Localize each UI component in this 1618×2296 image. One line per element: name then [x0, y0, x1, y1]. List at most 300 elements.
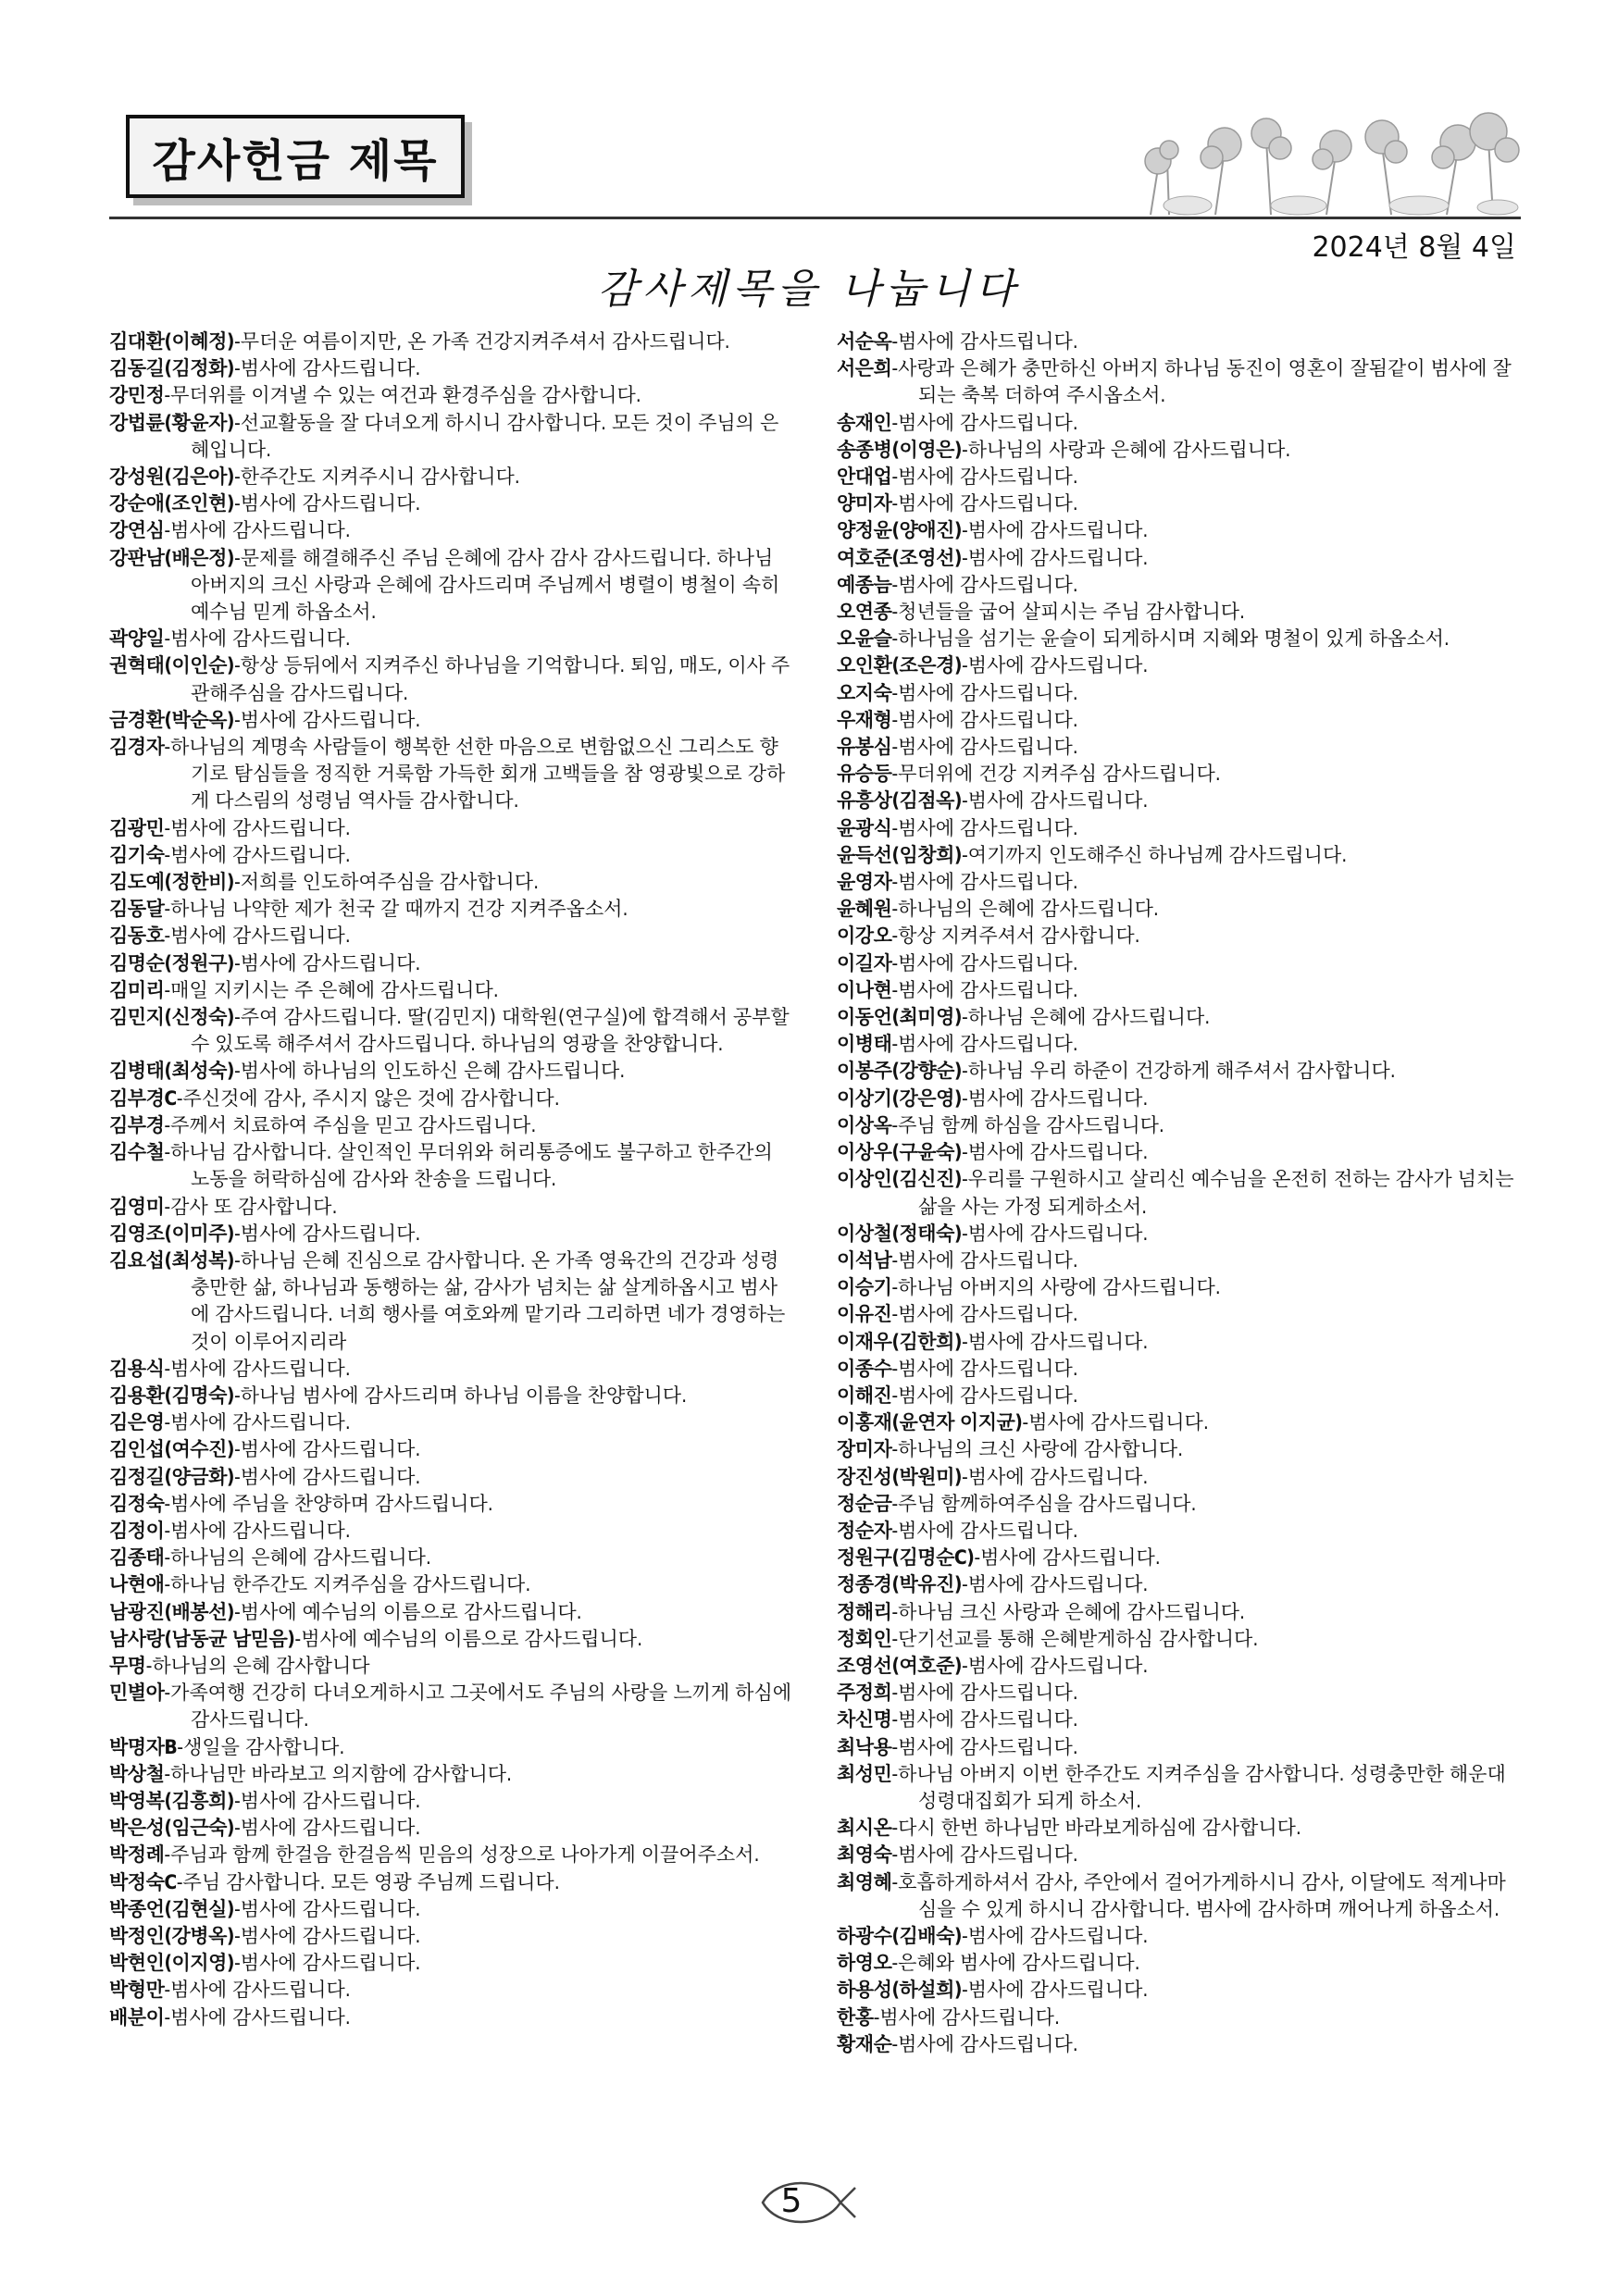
thanks-text: -무더위에 건강 지켜주심 감사드립니다.: [891, 763, 1221, 786]
thanks-text: -은혜와 범사에 감사드립니다.: [891, 1952, 1140, 1975]
donor-name: 김기숙: [109, 843, 165, 866]
donor-name: 무명: [109, 1654, 146, 1677]
donor-name: 양정윤(양애진): [837, 519, 962, 542]
thanks-entry: [837, 329, 1518, 355]
thanks-entry: [837, 1706, 1518, 1733]
thanks-text: -범사에 감사드립니다.: [961, 1222, 1149, 1245]
thanks-text: -여기까지 인도해주신 하나님께 감사드립니다.: [961, 843, 1348, 866]
thanks-text: -범사에 감사드립니다.: [164, 843, 351, 866]
donor-name: 이유진: [837, 1303, 892, 1326]
donor-name: 박상철: [109, 1762, 165, 1785]
thanks-text: -범사에 감사드립니다.: [891, 1708, 1078, 1731]
thanks-text: -범사에 감사드립니다.: [233, 1789, 421, 1812]
thanks-text: -하나님의 크신 사랑에 감사합니다.: [891, 1438, 1184, 1461]
thanks-entry: [837, 1571, 1518, 1598]
thanks-entry: [109, 329, 794, 355]
thanks-entry: [837, 1842, 1518, 1868]
thanks-entry: [837, 1221, 1518, 1247]
donor-name: 송재인: [837, 411, 892, 434]
thanks-entry: [837, 2031, 1518, 2058]
thanks-entry: [837, 572, 1518, 599]
thanks-entry: [837, 842, 1518, 869]
thanks-entry: [837, 1166, 1518, 1220]
donor-name: 김용식: [109, 1357, 165, 1380]
thanks-entry: [109, 1923, 794, 1950]
thanks-text: -하나님의 은혜에 감사드립니다.: [164, 1546, 431, 1570]
thanks-text: -범사에 감사드립니다.: [164, 816, 351, 839]
thanks-entry: [109, 1221, 794, 1247]
donor-name: 김영미: [109, 1195, 165, 1218]
donor-name: 이길자: [837, 951, 892, 974]
thanks-text: -주신것에 감사, 주시지 않은 것에 감사합니다.: [176, 1086, 560, 1110]
thanks-text: -청년들을 굽어 살피시는 주님 감사합니다.: [891, 601, 1246, 624]
thanks-text: -범사에 감사드립니다.: [891, 1033, 1078, 1056]
thanks-text: -범사에 감사드립니다.: [164, 1519, 351, 1542]
donor-name: 박정인(강병옥): [109, 1924, 234, 1947]
thanks-entry: [837, 1626, 1518, 1653]
flower-illustration: [1114, 104, 1521, 217]
thanks-entry: [837, 1815, 1518, 1842]
donor-name: 김도예(정한비): [109, 871, 234, 894]
donor-name: 김인섭(여수진): [109, 1438, 234, 1461]
donor-name: 박형만: [109, 1979, 165, 2002]
donor-name: 김병태(최성숙): [109, 1060, 234, 1083]
donor-name: 김동달: [109, 898, 165, 921]
thanks-entry: [837, 1599, 1518, 1626]
thanks-text: -범사에 감사드립니다.: [891, 1519, 1078, 1542]
thanks-entry: [837, 1356, 1518, 1383]
donor-name: 정순금: [837, 1492, 892, 1515]
thanks-text: -저희를 인도하여주심을 감사합니다.: [233, 871, 540, 894]
thanks-entry: [837, 1031, 1518, 1058]
donor-name: 오인환(조은경): [837, 654, 962, 677]
donor-name: 최영숙: [837, 1843, 892, 1867]
donor-name: 이나현: [837, 978, 892, 1001]
thanks-text: -무더위를 이겨낼 수 있는 여건과 환경주심을 감사합니다.: [164, 384, 641, 407]
thanks-entry: [109, 652, 794, 706]
donor-name: 유흥상(김점옥): [837, 789, 962, 813]
thanks-text: -범사에 예수님의 이름으로 감사드립니다.: [233, 1600, 582, 1623]
thanks-entry: [109, 490, 794, 517]
thanks-entry: [109, 1247, 794, 1356]
donor-name: 예종늠: [837, 573, 892, 596]
thanks-entry: [837, 1086, 1518, 1112]
thanks-entry: [109, 1436, 794, 1463]
donor-name: 이승기: [837, 1276, 892, 1299]
thanks-text: -범사에 감사드립니다.: [1022, 1411, 1209, 1434]
thanks-entry: [837, 545, 1518, 572]
thanks-text: -하나님의 은혜에 감사드립니다.: [891, 898, 1159, 921]
thanks-entry: [837, 977, 1518, 1004]
donor-name: 이상철(정태숙): [837, 1222, 962, 1245]
thanks-entry: [837, 1464, 1518, 1491]
thanks-text: -범사에 감사드립니다.: [233, 1465, 421, 1488]
thanks-entry: [109, 410, 794, 464]
thanks-entry: [109, 1896, 794, 1923]
donor-name: 강성원(김은아): [109, 465, 234, 489]
thanks-entry: [109, 977, 794, 1004]
donor-name: 양미자: [837, 492, 892, 515]
donor-name: 장진성(박원미): [837, 1465, 962, 1488]
donor-name: 이석남: [837, 1248, 892, 1272]
donor-name: 이상기(강은영): [837, 1086, 962, 1110]
donor-name: 김정이: [109, 1519, 165, 1542]
thanks-entry: [837, 1112, 1518, 1139]
donor-name: 오지숙: [837, 681, 892, 704]
donor-name: 김정숙: [109, 1492, 165, 1515]
thanks-entry: [837, 599, 1518, 626]
donor-name: 안대업: [837, 465, 892, 489]
donor-name: 이상옥: [837, 1113, 892, 1136]
thanks-entry: [837, 1491, 1518, 1518]
donor-name: 나현애: [109, 1573, 165, 1596]
thanks-text: -하나님 크신 사랑과 은혜에 감사드립니다.: [891, 1600, 1246, 1623]
thanks-text: -범사에 감사드립니다.: [164, 1411, 351, 1434]
thanks-text: -범사에 감사드립니다.: [233, 1924, 421, 1947]
thanks-text: -범사에 하나님의 인도하신 은혜 감사드립니다.: [233, 1060, 626, 1083]
thanks-text: -범사에 감사드립니다.: [961, 789, 1149, 813]
thanks-text: -범사에 감사드립니다.: [873, 2005, 1060, 2029]
thanks-entry: [837, 1301, 1518, 1328]
donor-name: 곽양일: [109, 627, 165, 651]
thanks-entry: [109, 626, 794, 652]
thanks-text: -가족여행 건강히 다녀오게하시고 그곳에서도 주님의 사랑을 느끼게 하심에 감사드립니다.: [164, 1682, 792, 1731]
donor-name: 김은영: [109, 1411, 165, 1434]
thanks-entry: [109, 1599, 794, 1626]
thanks-text: -범사에 감사드립니다.: [961, 1465, 1149, 1488]
thanks-entry: [109, 923, 794, 949]
thanks-text: -하나님 나약한 제가 천국 갈 때까지 건강 지켜주옵소서.: [164, 898, 629, 921]
thanks-entry: [837, 1383, 1518, 1409]
header-divider: [109, 217, 1521, 219]
donor-name: 최시온: [837, 1817, 892, 1840]
thanks-text: -한주간도 지켜주시니 감사합니다.: [233, 465, 520, 489]
thanks-entry: [837, 1518, 1518, 1545]
donor-name: 박명자B: [109, 1735, 178, 1758]
thanks-entry: [837, 1004, 1518, 1031]
thanks-entry: [837, 1058, 1518, 1085]
thanks-text: -범사에 감사드립니다.: [891, 871, 1078, 894]
thanks-entry: [837, 788, 1518, 814]
donor-name: 차신명: [837, 1708, 892, 1731]
thanks-entry: [837, 815, 1518, 842]
thanks-entry: [837, 950, 1518, 977]
thanks-text: -주께서 치료하여 주심을 믿고 감사드립니다.: [164, 1113, 537, 1136]
thanks-entry: [837, 1950, 1518, 1977]
thanks-entry: [109, 382, 794, 409]
section-title: 감사헌금 제목: [126, 115, 465, 198]
right-column: [837, 329, 1518, 2058]
thanks-entry: [109, 1383, 794, 1409]
thanks-entry: [837, 1329, 1518, 1356]
thanks-entry: [837, 1436, 1518, 1463]
donor-name: 김대환(이혜정): [109, 330, 234, 353]
thanks-text: -하나님의 은혜 감사합니다: [145, 1654, 370, 1677]
donor-name: 주정희: [837, 1682, 892, 1705]
donor-name: 조영선(여호준): [837, 1654, 962, 1677]
thanks-text: -매일 지키시는 주 은혜에 감사드립니다.: [164, 978, 499, 1001]
thanks-entry: [837, 923, 1518, 949]
thanks-entry: [109, 1815, 794, 1842]
thanks-entry: [109, 707, 794, 734]
donor-name: 유봉심: [837, 736, 892, 759]
thanks-text: -범사에 감사드립니다.: [891, 736, 1078, 759]
thanks-entry: [837, 490, 1518, 517]
page-header: [109, 104, 1521, 218]
donor-name: 박정숙C: [109, 1870, 177, 1893]
donor-name: 장미자: [837, 1438, 892, 1461]
thanks-text: -범사에 감사드립니다.: [961, 1330, 1149, 1353]
donor-name: 이병태: [837, 1033, 892, 1056]
left-column: [109, 329, 794, 2031]
thanks-text: -하나님 아버지의 사랑에 감사드립니다.: [891, 1276, 1221, 1299]
thanks-text: -범사에 감사드립니다.: [233, 951, 421, 974]
donor-name: 김요섭(최성복): [109, 1248, 234, 1272]
donor-name: 윤혜원: [837, 898, 892, 921]
thanks-text: -하나님의 사랑과 은혜에 감사드립니다.: [961, 438, 1291, 461]
donor-name: 황재순: [837, 2032, 892, 2055]
thanks-text: -단기선교를 통해 은혜받게하심 감사합니다.: [891, 1627, 1259, 1650]
thanks-entry: [109, 842, 794, 869]
page-number: 5: [780, 2182, 803, 2220]
thanks-entry: [837, 2004, 1518, 2031]
thanks-text: -하나님 은혜에 감사드립니다.: [961, 1006, 1211, 1029]
thanks-entry: [109, 1058, 794, 1085]
donor-name: 김용환(김명숙): [109, 1384, 234, 1407]
donor-name: 강민정: [109, 384, 165, 407]
donor-name: 최영혜: [837, 1870, 892, 1893]
thanks-text: -범사에 감사드립니다.: [164, 2005, 351, 2029]
thanks-entry: [109, 815, 794, 842]
thanks-entry: [109, 1571, 794, 1598]
thanks-text: -범사에 감사드립니다.: [233, 357, 421, 380]
thanks-entry: [837, 1247, 1518, 1274]
thanks-entry: [109, 2004, 794, 2031]
donor-name: 유승등: [837, 763, 892, 786]
donor-name: 이동언(최미영): [837, 1006, 962, 1029]
donor-name: 정원구(김명순C): [837, 1546, 975, 1570]
thanks-text: -사랑과 은혜가 충만하신 아버지 하나님 동진이 영혼이 잘됨같이 범사에 잘 되는 축복 더하여 주시옵소서.: [891, 357, 1512, 407]
donor-name: 이상인(김신진): [837, 1168, 962, 1191]
donor-name: 하영오: [837, 1952, 892, 1975]
thanks-entry: [109, 1680, 794, 1733]
thanks-text: -범사에 감사드립니다.: [233, 1897, 421, 1920]
donor-name: 한홍: [837, 2005, 874, 2029]
donor-name: 금경환(박순옥): [109, 708, 234, 731]
donor-name: 정해리: [837, 1600, 892, 1623]
thanks-text: -생일을 감사합니다.: [177, 1735, 345, 1758]
thanks-text: -범사에 감사드립니다.: [891, 816, 1078, 839]
thanks-entry: [109, 1734, 794, 1761]
thanks-entry: [109, 1491, 794, 1518]
thanks-entry: [837, 1653, 1518, 1680]
issue-date: 2024년 8월 4일: [1312, 231, 1516, 264]
thanks-entry: [837, 1680, 1518, 1706]
thanks-entry: [109, 517, 794, 544]
donor-name: 김명순(정원구): [109, 951, 234, 974]
thanks-text: -하나님 한주간도 지켜주심을 감사드립니다.: [164, 1573, 531, 1596]
thanks-text: -범사에 감사드립니다.: [891, 492, 1078, 515]
thanks-text: -범사에 감사드립니다.: [891, 1357, 1078, 1380]
thanks-text: -범사에 감사드립니다.: [233, 1438, 421, 1461]
thanks-text: -범사에 감사드립니다.: [233, 492, 421, 515]
thanks-text: -선교활동을 잘 다녀오게 하시니 감사합니다. 모든 것이 주님의 은혜입니다.: [191, 411, 779, 461]
thanks-entry: [109, 869, 794, 896]
thanks-text: -하나님 아버지 이번 한주간도 지켜주심을 감사합니다. 성령충만한 해운대성령대집회가 되게 하소서.: [891, 1762, 1506, 1812]
thanks-entry: [109, 1004, 794, 1058]
donor-name: 최성민: [837, 1762, 892, 1785]
donor-name: 김종태: [109, 1546, 165, 1570]
thanks-text: -주님 감사합니다. 모든 영광 주님께 드립니다.: [176, 1870, 560, 1893]
thanks-entry: [837, 517, 1518, 544]
thanks-entry: [837, 652, 1518, 679]
thanks-text: -범사에 감사드립니다.: [961, 1141, 1149, 1164]
thanks-text: -범사에 감사드립니다.: [891, 708, 1078, 731]
thanks-entry: [109, 1626, 794, 1653]
thanks-entry: [109, 1761, 794, 1788]
thanks-text: -범사에 감사드립니다.: [961, 1086, 1149, 1110]
donor-name: 김광민: [109, 816, 165, 839]
thanks-entry: [837, 464, 1518, 490]
thanks-text: -범사에 감사드립니다.: [891, 1843, 1078, 1867]
thanks-text: -범사에 감사드립니다.: [891, 951, 1078, 974]
donor-name: 윤광식: [837, 816, 892, 839]
thanks-text: -하나님 은혜 진심으로 감사합니다. 온 가족 영육간의 건강과 성령충만한 삶, 하나님과 동행하는 삶, 감사가 넘치는 삶 살게하옵시고 범사에 감사드립니다. 너희 행사를 여호와께 맡기라 그리하면 네가 경영하는 것이 이루어지리라: [191, 1248, 786, 1353]
thanks-entry: [837, 1761, 1518, 1815]
donor-name: 이종수: [837, 1357, 892, 1380]
thanks-entry: [837, 1977, 1518, 2004]
thanks-text: -주여 감사드립니다. 딸(김민지) 대학원(연구실)에 합격해서 공부할 수 있도록 해주셔서 감사드립니다. 하나님의 영광을 찬양합니다.: [191, 1006, 790, 1056]
thanks-text: -항상 등뒤에서 지켜주신 하나님을 기억합니다. 퇴임, 매도, 이사 주관해주심을 감사드립니다.: [191, 654, 790, 704]
thanks-text: -범사에 감사드립니다.: [233, 1817, 421, 1840]
thanks-entry: [109, 1464, 794, 1491]
thanks-entry: [109, 1194, 794, 1221]
thanks-entry: [837, 1274, 1518, 1301]
thanks-entry: [109, 355, 794, 382]
thanks-entry: [837, 869, 1518, 896]
thanks-text: -범사에 감사드립니다.: [891, 1384, 1078, 1407]
donor-name: 강판남(배은정): [109, 546, 234, 569]
donor-name: 이재우(김한희): [837, 1330, 962, 1353]
thanks-text: -범사에 감사드립니다.: [961, 654, 1149, 677]
thanks-entry: [837, 626, 1518, 652]
donor-name: 민별아: [109, 1682, 165, 1705]
page-number-badge: [759, 2175, 859, 2230]
thanks-entry: [109, 1869, 794, 1896]
thanks-text: -하나님 감사합니다. 살인적인 무더위와 허리통증에도 불구하고 한주간의 노동을 허락하심에 감사와 찬송을 드립니다.: [164, 1141, 773, 1191]
donor-name: 박종언(김현실): [109, 1897, 234, 1920]
donor-name: 정순자: [837, 1519, 892, 1542]
thanks-entry: [837, 1869, 1518, 1923]
thanks-entry: [837, 1734, 1518, 1761]
thanks-text: -문제를 해결해주신 주님 은혜에 감사 감사 감사드립니다. 하나님 아버지의 크신 사랑과 은혜에 감사드리며 주님께서 병렬이 병철이 속히 예수님 믿게 하옵소서.: [191, 546, 780, 624]
thanks-text: -범사에 감사드립니다.: [891, 1303, 1078, 1326]
donor-name: 김영조(이미주): [109, 1222, 234, 1245]
donor-name: 남광진(배봉선): [109, 1600, 234, 1623]
donor-name: 김정길(양금화): [109, 1465, 234, 1488]
thanks-text: -범사에 감사드립니다.: [891, 411, 1078, 434]
donor-name: 김미리: [109, 978, 165, 1001]
donor-name: 김부경: [109, 1113, 165, 1136]
thanks-entry: [109, 1518, 794, 1545]
donor-name: 김경자: [109, 736, 165, 759]
donor-name: 윤득선(임창희): [837, 843, 962, 866]
donor-name: 오연종: [837, 601, 892, 624]
thanks-entry: [837, 734, 1518, 761]
thanks-text: -범사에 감사드립니다.: [164, 519, 351, 542]
thanks-text: -범사에 감사드립니다.: [891, 1735, 1078, 1758]
donor-name: 이해진: [837, 1384, 892, 1407]
thanks-text: -범사에 감사드립니다.: [233, 708, 421, 731]
thanks-text: -하나님 우리 하준이 건강하게 해주셔서 감사합니다.: [961, 1060, 1396, 1083]
donor-name: 김민지(신정숙): [109, 1006, 234, 1029]
donor-name: 이상우(구윤숙): [837, 1141, 962, 1164]
thanks-entry: [109, 1139, 794, 1193]
thanks-text: -범사에 감사드립니다.: [891, 2032, 1078, 2055]
donor-name: 강순애(조인현): [109, 492, 234, 515]
donor-name: 남사랑(남동균 남믿음): [109, 1627, 295, 1650]
thanks-entry: [109, 1842, 794, 1868]
thanks-entry: [109, 950, 794, 977]
thanks-text: -무더운 여름이지만, 온 가족 건강지켜주셔서 감사드립니다.: [233, 330, 730, 353]
thanks-text: -범사에 감사드립니다.: [961, 1654, 1149, 1677]
donor-name: 강연심: [109, 519, 165, 542]
thanks-text: -하나님만 바라보고 의지함에 감사합니다.: [164, 1762, 513, 1785]
donor-name: 정회인: [837, 1627, 892, 1650]
donor-name: 김수철: [109, 1141, 165, 1164]
thanks-text: -항상 지켜주셔서 감사합니다.: [891, 925, 1140, 948]
thanks-text: -다시 한번 하나님만 바라보게하심에 감사합니다.: [891, 1817, 1301, 1840]
donor-name: 김동호: [109, 925, 165, 948]
donor-name: 송종병(이영은): [837, 438, 962, 461]
thanks-entry: [837, 1923, 1518, 1950]
thanks-text: -범사에 감사드립니다.: [974, 1546, 1161, 1570]
donor-name: 서순옥: [837, 330, 892, 353]
thanks-entry: [109, 1788, 794, 1815]
thanks-text: -범사에 감사드립니다.: [961, 1924, 1149, 1947]
donor-name: 최낙용: [837, 1735, 892, 1758]
thanks-text: -하나님의 계명속 사람들이 행복한 선한 마음으로 변함없으신 그리스도 향기로 탐심들을 정직한 거룩함 가득한 회개 고백들을 참 영광빛으로 강하게 다스림의 성령님 역사들 감사합니다.: [164, 736, 786, 813]
donor-name: 정종경(박유진): [837, 1573, 962, 1596]
thanks-entry: [109, 545, 794, 627]
thanks-text: -범사에 감사드립니다.: [891, 1682, 1078, 1705]
donor-name: 박현인(이지영): [109, 1952, 234, 1975]
thanks-text: -하나님을 섬기는 윤슬이 되게하시며 지혜와 명철이 있게 하옵소서.: [891, 627, 1450, 651]
thanks-entry: [109, 896, 794, 923]
thanks-text: -범사에 감사드립니다.: [961, 1573, 1149, 1596]
thanks-text: -범사에 주님을 찬양하며 감사드립니다.: [164, 1492, 493, 1515]
thanks-entry: [109, 1409, 794, 1436]
thanks-entry: [837, 437, 1518, 464]
thanks-entry: [837, 896, 1518, 923]
thanks-text: -범사에 감사드립니다.: [891, 330, 1078, 353]
thanks-entry: [837, 761, 1518, 788]
thanks-entry: [109, 464, 794, 490]
thanks-entry: [109, 734, 794, 815]
thanks-entry: [109, 1977, 794, 2004]
thanks-text: -범사에 예수님의 이름으로 감사드립니다.: [294, 1627, 643, 1650]
thanks-text: -범사에 감사드립니다.: [164, 925, 351, 948]
thanks-entry: [109, 1950, 794, 1977]
thanks-text: -범사에 감사드립니다.: [961, 546, 1149, 569]
thanks-entry: [109, 1545, 794, 1571]
donor-name: 윤영자: [837, 871, 892, 894]
donor-name: 여호준(조영선): [837, 546, 962, 569]
thanks-text: -범사에 감사드립니다.: [891, 1248, 1078, 1272]
thanks-entry: [837, 1545, 1518, 1571]
donor-name: 하광수(김배숙): [837, 1924, 962, 1947]
thanks-entry: [837, 1139, 1518, 1166]
